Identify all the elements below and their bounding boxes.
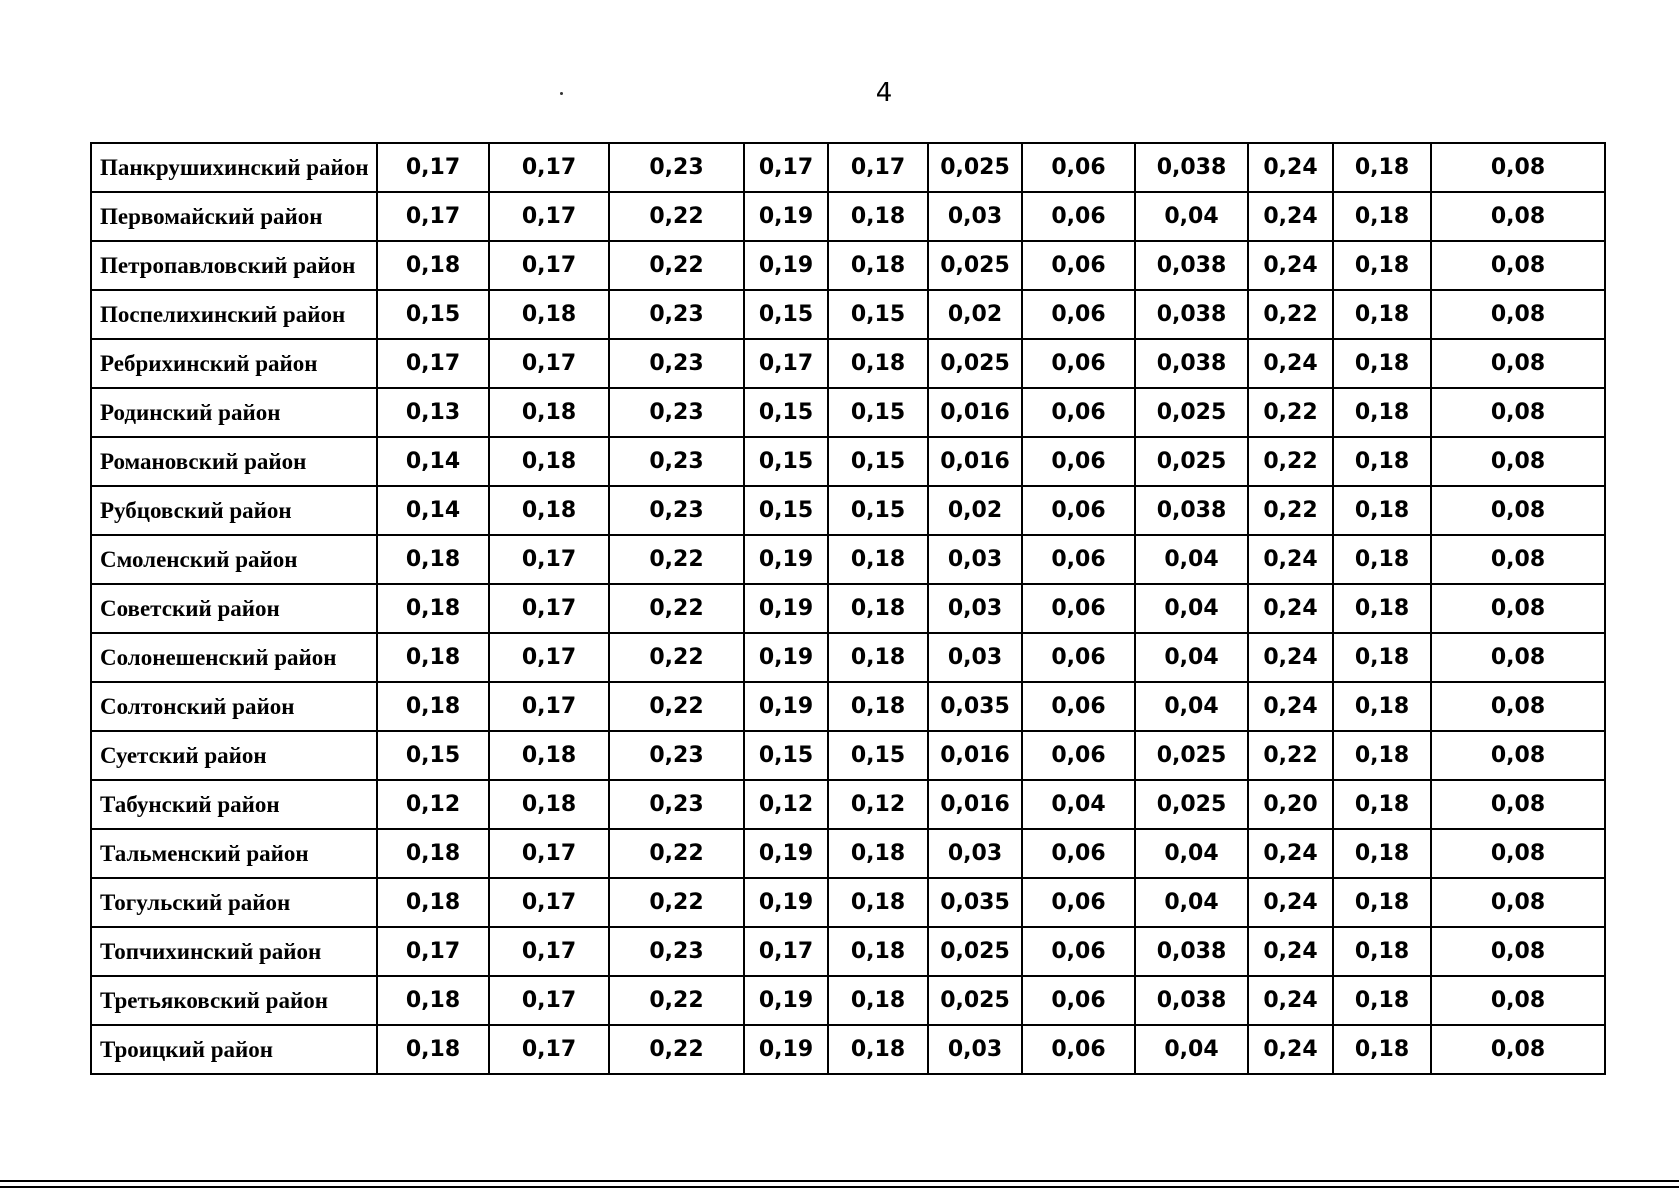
value-cell: 0,18: [1333, 192, 1431, 241]
value-cell: 0,035: [928, 682, 1022, 731]
footer-rule-top: [0, 1180, 1679, 1182]
table-row: [91, 829, 1605, 878]
value-cell: 0,18: [828, 927, 928, 976]
value-cell: 0,04: [1135, 584, 1248, 633]
value-cell: 0,025: [1135, 437, 1248, 486]
value-cell: 0,15: [828, 731, 928, 780]
value-cell: 0,038: [1135, 976, 1248, 1025]
value-cell: 0,06: [1022, 731, 1135, 780]
value-cell: 0,025: [1135, 780, 1248, 829]
value-cell: 0,22: [609, 192, 744, 241]
value-cell: 0,03: [928, 535, 1022, 584]
value-cell: 0,12: [377, 780, 489, 829]
value-cell: 0,18: [377, 976, 489, 1025]
district-name-cell: Панкрушихинский район: [91, 143, 377, 192]
value-cell: 0,15: [744, 731, 828, 780]
value-cell: 0,18: [1333, 682, 1431, 731]
value-cell: 0,038: [1135, 927, 1248, 976]
value-cell: 0,18: [828, 682, 928, 731]
value-cell: 0,17: [377, 192, 489, 241]
value-cell: 0,18: [1333, 878, 1431, 927]
value-cell: 0,17: [377, 927, 489, 976]
value-cell: 0,15: [828, 486, 928, 535]
value-cell: 0,06: [1022, 241, 1135, 290]
district-name-cell: Родинский район: [91, 388, 377, 437]
value-cell: 0,22: [1248, 437, 1333, 486]
table-row: [91, 143, 1605, 192]
value-cell: 0,15: [744, 437, 828, 486]
table-row: [91, 437, 1605, 486]
value-cell: 0,18: [377, 878, 489, 927]
value-cell: 0,17: [377, 339, 489, 388]
value-cell: 0,22: [1248, 388, 1333, 437]
value-cell: 0,038: [1135, 241, 1248, 290]
table-row: [91, 1025, 1605, 1074]
value-cell: 0,08: [1431, 290, 1605, 339]
value-cell: 0,016: [928, 731, 1022, 780]
table-row: [91, 535, 1605, 584]
value-cell: 0,016: [928, 388, 1022, 437]
value-cell: 0,15: [828, 290, 928, 339]
district-name-cell: Рубцовский район: [91, 486, 377, 535]
value-cell: 0,24: [1248, 633, 1333, 682]
value-cell: 0,18: [489, 437, 609, 486]
value-cell: 0,18: [1333, 780, 1431, 829]
value-cell: 0,20: [1248, 780, 1333, 829]
value-cell: 0,15: [828, 437, 928, 486]
value-cell: 0,18: [1333, 927, 1431, 976]
district-name-cell: Петропавловский район: [91, 241, 377, 290]
value-cell: 0,24: [1248, 143, 1333, 192]
value-cell: 0,18: [1333, 241, 1431, 290]
value-cell: 0,24: [1248, 192, 1333, 241]
value-cell: 0,17: [377, 143, 489, 192]
value-cell: 0,18: [828, 584, 928, 633]
value-cell: 0,13: [377, 388, 489, 437]
district-name-cell: Ребрихинский район: [91, 339, 377, 388]
value-cell: 0,18: [377, 241, 489, 290]
value-cell: 0,18: [1333, 143, 1431, 192]
value-cell: 0,17: [489, 535, 609, 584]
value-cell: 0,24: [1248, 829, 1333, 878]
value-cell: 0,18: [828, 241, 928, 290]
value-cell: 0,016: [928, 780, 1022, 829]
value-cell: 0,17: [489, 976, 609, 1025]
district-name-cell: Тальменский район: [91, 829, 377, 878]
value-cell: 0,17: [489, 682, 609, 731]
value-cell: 0,19: [744, 241, 828, 290]
district-name-cell: Топчихинский район: [91, 927, 377, 976]
value-cell: 0,23: [609, 437, 744, 486]
value-cell: 0,17: [489, 927, 609, 976]
value-cell: 0,22: [609, 633, 744, 682]
value-cell: 0,06: [1022, 290, 1135, 339]
value-cell: 0,02: [928, 486, 1022, 535]
value-cell: 0,19: [744, 633, 828, 682]
value-cell: 0,06: [1022, 633, 1135, 682]
value-cell: 0,24: [1248, 1025, 1333, 1074]
district-name-cell: Советский район: [91, 584, 377, 633]
value-cell: 0,14: [377, 437, 489, 486]
value-cell: 0,18: [1333, 731, 1431, 780]
value-cell: 0,025: [1135, 388, 1248, 437]
value-cell: 0,17: [489, 584, 609, 633]
table-row: [91, 290, 1605, 339]
value-cell: 0,18: [1333, 1025, 1431, 1074]
district-name-cell: Солтонский район: [91, 682, 377, 731]
value-cell: 0,038: [1135, 486, 1248, 535]
value-cell: 0,038: [1135, 143, 1248, 192]
value-cell: 0,06: [1022, 143, 1135, 192]
value-cell: 0,18: [1333, 437, 1431, 486]
value-cell: 0,18: [828, 878, 928, 927]
value-cell: 0,22: [609, 584, 744, 633]
district-name-cell: Первомайский район: [91, 192, 377, 241]
value-cell: 0,06: [1022, 486, 1135, 535]
value-cell: 0,18: [377, 584, 489, 633]
value-cell: 0,03: [928, 584, 1022, 633]
value-cell: 0,24: [1248, 682, 1333, 731]
scan-speck: [560, 92, 563, 95]
value-cell: 0,18: [377, 1025, 489, 1074]
value-cell: 0,08: [1431, 192, 1605, 241]
table-row: [91, 388, 1605, 437]
value-cell: 0,19: [744, 584, 828, 633]
district-name-cell: Табунский район: [91, 780, 377, 829]
value-cell: 0,18: [377, 829, 489, 878]
table-row: [91, 878, 1605, 927]
value-cell: 0,06: [1022, 976, 1135, 1025]
table-row: [91, 633, 1605, 682]
value-cell: 0,06: [1022, 339, 1135, 388]
value-cell: 0,08: [1431, 241, 1605, 290]
value-cell: 0,08: [1431, 143, 1605, 192]
table-row: [91, 486, 1605, 535]
value-cell: 0,17: [489, 878, 609, 927]
value-cell: 0,025: [928, 143, 1022, 192]
value-cell: 0,17: [489, 339, 609, 388]
district-coefficients-table: [90, 142, 1606, 1075]
value-cell: 0,18: [828, 976, 928, 1025]
value-cell: 0,18: [1333, 290, 1431, 339]
value-cell: 0,24: [1248, 878, 1333, 927]
value-cell: 0,18: [489, 388, 609, 437]
value-cell: 0,22: [609, 976, 744, 1025]
value-cell: 0,17: [744, 143, 828, 192]
value-cell: 0,22: [609, 535, 744, 584]
value-cell: 0,18: [1333, 388, 1431, 437]
value-cell: 0,19: [744, 1025, 828, 1074]
value-cell: 0,18: [828, 633, 928, 682]
value-cell: 0,08: [1431, 437, 1605, 486]
value-cell: 0,18: [489, 731, 609, 780]
value-cell: 0,08: [1431, 388, 1605, 437]
value-cell: 0,22: [609, 682, 744, 731]
value-cell: 0,08: [1431, 976, 1605, 1025]
value-cell: 0,18: [828, 829, 928, 878]
value-cell: 0,22: [1248, 731, 1333, 780]
value-cell: 0,18: [489, 486, 609, 535]
value-cell: 0,025: [928, 927, 1022, 976]
value-cell: 0,19: [744, 878, 828, 927]
value-cell: 0,22: [609, 1025, 744, 1074]
value-cell: 0,03: [928, 1025, 1022, 1074]
value-cell: 0,14: [377, 486, 489, 535]
value-cell: 0,17: [489, 1025, 609, 1074]
table-row: [91, 976, 1605, 1025]
value-cell: 0,15: [377, 731, 489, 780]
value-cell: 0,18: [1333, 829, 1431, 878]
table-row: [91, 192, 1605, 241]
value-cell: 0,08: [1431, 486, 1605, 535]
value-cell: 0,15: [744, 388, 828, 437]
value-cell: 0,016: [928, 437, 1022, 486]
value-cell: 0,06: [1022, 584, 1135, 633]
value-cell: 0,24: [1248, 339, 1333, 388]
value-cell: 0,24: [1248, 927, 1333, 976]
value-cell: 0,18: [489, 290, 609, 339]
value-cell: 0,24: [1248, 584, 1333, 633]
value-cell: 0,12: [828, 780, 928, 829]
value-cell: 0,025: [928, 339, 1022, 388]
value-cell: 0,035: [928, 878, 1022, 927]
value-cell: 0,06: [1022, 682, 1135, 731]
value-cell: 0,06: [1022, 878, 1135, 927]
value-cell: 0,18: [828, 192, 928, 241]
value-cell: 0,17: [828, 143, 928, 192]
value-cell: 0,19: [744, 682, 828, 731]
value-cell: 0,22: [609, 878, 744, 927]
value-cell: 0,08: [1431, 731, 1605, 780]
value-cell: 0,23: [609, 486, 744, 535]
value-cell: 0,19: [744, 192, 828, 241]
value-cell: 0,18: [1333, 486, 1431, 535]
district-name-cell: Троицкий район: [91, 1025, 377, 1074]
value-cell: 0,18: [1333, 976, 1431, 1025]
value-cell: 0,04: [1022, 780, 1135, 829]
value-cell: 0,17: [489, 241, 609, 290]
value-cell: 0,22: [1248, 486, 1333, 535]
district-name-cell: Романовский район: [91, 437, 377, 486]
value-cell: 0,18: [828, 1025, 928, 1074]
value-cell: 0,19: [744, 829, 828, 878]
district-name-cell: Поспелихинский район: [91, 290, 377, 339]
value-cell: 0,04: [1135, 633, 1248, 682]
value-cell: 0,08: [1431, 633, 1605, 682]
value-cell: 0,03: [928, 829, 1022, 878]
value-cell: 0,06: [1022, 192, 1135, 241]
value-cell: 0,24: [1248, 535, 1333, 584]
value-cell: 0,15: [377, 290, 489, 339]
value-cell: 0,08: [1431, 927, 1605, 976]
value-cell: 0,03: [928, 633, 1022, 682]
value-cell: 0,18: [489, 780, 609, 829]
value-cell: 0,04: [1135, 535, 1248, 584]
value-cell: 0,22: [609, 829, 744, 878]
value-cell: 0,03: [928, 192, 1022, 241]
value-cell: 0,04: [1135, 1025, 1248, 1074]
value-cell: 0,18: [828, 339, 928, 388]
value-cell: 0,08: [1431, 829, 1605, 878]
value-cell: 0,23: [609, 339, 744, 388]
value-cell: 0,15: [744, 290, 828, 339]
value-cell: 0,08: [1431, 878, 1605, 927]
district-name-cell: Тогульский район: [91, 878, 377, 927]
value-cell: 0,04: [1135, 682, 1248, 731]
value-cell: 0,08: [1431, 780, 1605, 829]
table-row: [91, 927, 1605, 976]
value-cell: 0,23: [609, 780, 744, 829]
value-cell: 0,18: [377, 535, 489, 584]
page-number: 4: [875, 78, 893, 108]
table-row: [91, 241, 1605, 290]
value-cell: 0,025: [928, 976, 1022, 1025]
value-cell: 0,15: [744, 486, 828, 535]
value-cell: 0,24: [1248, 976, 1333, 1025]
value-cell: 0,025: [928, 241, 1022, 290]
district-name-cell: Солонешенский район: [91, 633, 377, 682]
value-cell: 0,18: [377, 682, 489, 731]
value-cell: 0,17: [489, 143, 609, 192]
value-cell: 0,18: [1333, 633, 1431, 682]
value-cell: 0,23: [609, 927, 744, 976]
value-cell: 0,08: [1431, 1025, 1605, 1074]
table-row: [91, 682, 1605, 731]
value-cell: 0,18: [1333, 339, 1431, 388]
value-cell: 0,24: [1248, 241, 1333, 290]
value-cell: 0,15: [828, 388, 928, 437]
value-cell: 0,19: [744, 976, 828, 1025]
value-cell: 0,18: [377, 633, 489, 682]
value-cell: 0,038: [1135, 290, 1248, 339]
value-cell: 0,18: [828, 535, 928, 584]
value-cell: 0,02: [928, 290, 1022, 339]
value-cell: 0,06: [1022, 829, 1135, 878]
value-cell: 0,04: [1135, 192, 1248, 241]
value-cell: 0,038: [1135, 339, 1248, 388]
value-cell: 0,06: [1022, 535, 1135, 584]
table-row: [91, 584, 1605, 633]
value-cell: 0,23: [609, 388, 744, 437]
footer-rule-bottom: [0, 1186, 1679, 1188]
value-cell: 0,17: [489, 633, 609, 682]
value-cell: 0,23: [609, 731, 744, 780]
value-cell: 0,17: [744, 339, 828, 388]
value-cell: 0,06: [1022, 437, 1135, 486]
value-cell: 0,04: [1135, 878, 1248, 927]
value-cell: 0,12: [744, 780, 828, 829]
value-cell: 0,17: [489, 192, 609, 241]
table-row: [91, 780, 1605, 829]
value-cell: 0,08: [1431, 535, 1605, 584]
district-name-cell: Третьяковский район: [91, 976, 377, 1025]
value-cell: 0,18: [1333, 584, 1431, 633]
value-cell: 0,06: [1022, 927, 1135, 976]
district-name-cell: Суетский район: [91, 731, 377, 780]
value-cell: 0,19: [744, 535, 828, 584]
table-body: [91, 143, 1605, 1074]
value-cell: 0,23: [609, 290, 744, 339]
value-cell: 0,08: [1431, 682, 1605, 731]
value-cell: 0,06: [1022, 1025, 1135, 1074]
value-cell: 0,08: [1431, 339, 1605, 388]
value-cell: 0,22: [1248, 290, 1333, 339]
value-cell: 0,17: [489, 829, 609, 878]
value-cell: 0,025: [1135, 731, 1248, 780]
value-cell: 0,06: [1022, 388, 1135, 437]
value-cell: 0,08: [1431, 584, 1605, 633]
value-cell: 0,17: [744, 927, 828, 976]
value-cell: 0,04: [1135, 829, 1248, 878]
table-row: [91, 339, 1605, 388]
value-cell: 0,22: [609, 241, 744, 290]
district-name-cell: Смоленский район: [91, 535, 377, 584]
value-cell: 0,18: [1333, 535, 1431, 584]
value-cell: 0,23: [609, 143, 744, 192]
table-row: [91, 731, 1605, 780]
